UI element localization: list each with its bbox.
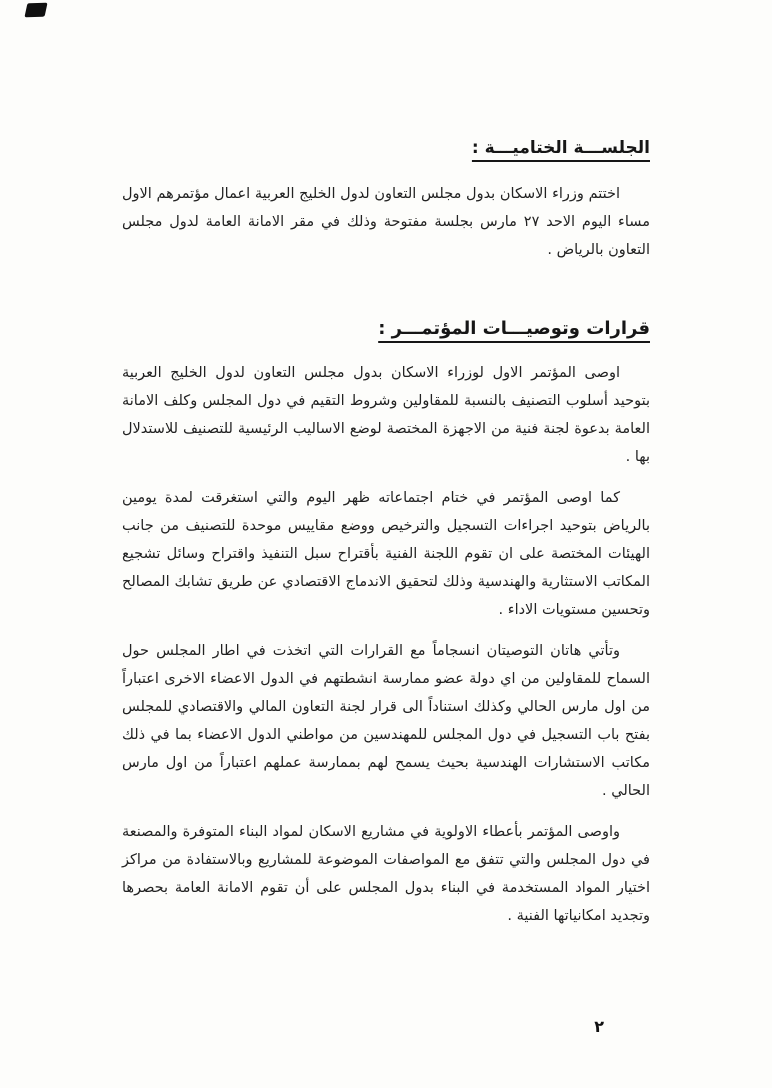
section-heading-closing-session: الجلســـة الختاميـــة : <box>471 138 650 158</box>
page-number: ٢ <box>594 1017 604 1036</box>
resolutions-paragraph-3: وتأتي هاتان التوصيتان انسجاماً مع القرارات التي اتخذت في اطار المجلس حول السماح للمقاولين من اي دولة عضو ممارسة انشطتهم في الدول الاعضاء الاخرى اعتباراً من اول مارس الحالي وكذلك استناداً الى قرار لجنة التعاون المالي والاقتصادي للمجلس بفتح باب التسجيل في دول المجلس للمهندسين من مواطني الدول الاعضاء بما في ذلك مكاتب الاستشارات الهندسية بحيث يسمح لهم بممارسة عملهم اعتباراً من اول مارس الحالي . <box>122 643 650 799</box>
scan-artifact-mark <box>24 3 47 18</box>
resolutions-paragraph-4: واوصى المؤتمر بأعطاء الاولوية في مشاريع الاسكان لمواد البناء المتوفرة والمصنعة في دول المجلس والتي تتفق مع المواصفات الموضوعة للمشاريع وبالاستفادة من مراكز اختيار المواد المستخدمة في البناء بدول المجلس على أن تقوم الامانة العامة بحصرها وتجديد امكانياتها الفنية . <box>122 824 650 924</box>
document-content <box>122 138 650 943</box>
section-heading-conference-resolutions: قرارات وتوصيـــات المؤتمـــر : <box>378 318 650 339</box>
resolutions-paragraph-1: اوصى المؤتمر الاول لوزراء الاسكان بدول مجلس التعاون لدول الخليج العربية بتوحيد أسلوب التصنيف بالنسبة للمقاولين وشروط التقيم في دول المجلس وكلف الامانة العامة بدعوة لجنة فنية من الاجهزة المختصة لوضع الاساليب الرئيسية للتصنيف للاستدلال بها . <box>122 365 650 465</box>
resolutions-paragraph-2: كما اوصى المؤتمر في ختام اجتماعاته ظهر اليوم والتي استغرقت لمدة يومين بالرياض بتوحيد اجراءات التسجيل والترخيص ووضع مقاييس موحدة للتصنيف من جانب الهيئات المختصة على ان تقوم اللجنة الفنية بأقتراح سبل التنفيذ واقتراح وسائل تشجيع المكاتب الاستثارية والهندسية وذلك لتحقيق الاندماج الاقتصادي عن طريق تشابك المصالح وتحسين مستويات الاداء . <box>122 490 650 618</box>
closing-session-paragraph: اختتم وزراء الاسكان بدول مجلس التعاون لدول الخليج العربية اعمال مؤتمرهم الاول مساء اليوم الاحد ٢٧ مارس بجلسة مفتوحة وذلك في مقر الامانة العامة لدول مجلس التعاون بالرياض . <box>122 186 650 258</box>
